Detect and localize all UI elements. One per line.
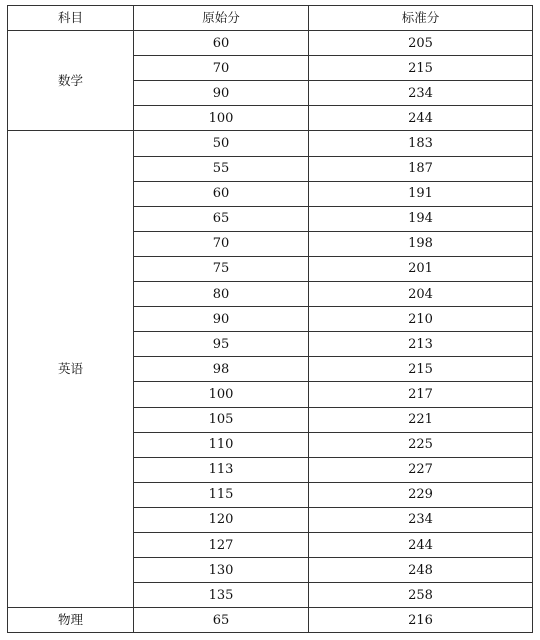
standard-score-cell: 225 (309, 432, 533, 457)
raw-score-cell: 60 (134, 31, 309, 56)
raw-score-cell: 98 (134, 357, 309, 382)
standard-score-cell: 201 (309, 256, 533, 281)
raw-score-cell: 70 (134, 231, 309, 256)
standard-score-cell: 191 (309, 181, 533, 206)
standard-score-cell: 204 (309, 282, 533, 307)
subject-cell: 数学 (8, 31, 134, 131)
raw-score-cell: 105 (134, 407, 309, 432)
standard-score-cell: 215 (309, 56, 533, 81)
standard-score-cell: 217 (309, 382, 533, 407)
raw-score-cell: 70 (134, 56, 309, 81)
standard-score-cell: 234 (309, 507, 533, 532)
standard-score-cell: 210 (309, 307, 533, 332)
score-conversion-table (7, 5, 533, 633)
table-body (8, 31, 533, 633)
standard-score-cell: 248 (309, 558, 533, 583)
header-standard-score: 标准分 (309, 6, 533, 31)
standard-score-cell: 221 (309, 407, 533, 432)
table-row (8, 608, 533, 633)
header-raw-score: 原始分 (134, 6, 309, 31)
standard-score-cell: 183 (309, 131, 533, 156)
raw-score-cell: 120 (134, 507, 309, 532)
header-row (8, 6, 533, 31)
raw-score-cell: 55 (134, 156, 309, 181)
standard-score-cell: 205 (309, 31, 533, 56)
standard-score-cell: 187 (309, 156, 533, 181)
standard-score-cell: 194 (309, 206, 533, 231)
raw-score-cell: 75 (134, 256, 309, 281)
raw-score-cell: 90 (134, 307, 309, 332)
raw-score-cell: 60 (134, 181, 309, 206)
subject-cell: 英语 (8, 131, 134, 608)
raw-score-cell: 65 (134, 608, 309, 633)
raw-score-cell: 127 (134, 532, 309, 557)
table-row (8, 131, 533, 156)
subject-cell: 物理 (8, 608, 134, 633)
raw-score-cell: 110 (134, 432, 309, 457)
standard-score-cell: 216 (309, 608, 533, 633)
standard-score-cell: 234 (309, 81, 533, 106)
raw-score-cell: 115 (134, 482, 309, 507)
raw-score-cell: 50 (134, 131, 309, 156)
standard-score-cell: 215 (309, 357, 533, 382)
raw-score-cell: 135 (134, 583, 309, 608)
raw-score-cell: 113 (134, 457, 309, 482)
standard-score-cell: 244 (309, 106, 533, 131)
raw-score-cell: 100 (134, 382, 309, 407)
header-subject: 科目 (8, 6, 134, 31)
standard-score-cell: 258 (309, 583, 533, 608)
raw-score-cell: 100 (134, 106, 309, 131)
raw-score-cell: 130 (134, 558, 309, 583)
raw-score-cell: 95 (134, 332, 309, 357)
table-row (8, 31, 533, 56)
standard-score-cell: 229 (309, 482, 533, 507)
standard-score-cell: 213 (309, 332, 533, 357)
raw-score-cell: 90 (134, 81, 309, 106)
raw-score-cell: 80 (134, 282, 309, 307)
standard-score-cell: 227 (309, 457, 533, 482)
standard-score-cell: 198 (309, 231, 533, 256)
standard-score-cell: 244 (309, 532, 533, 557)
raw-score-cell: 65 (134, 206, 309, 231)
